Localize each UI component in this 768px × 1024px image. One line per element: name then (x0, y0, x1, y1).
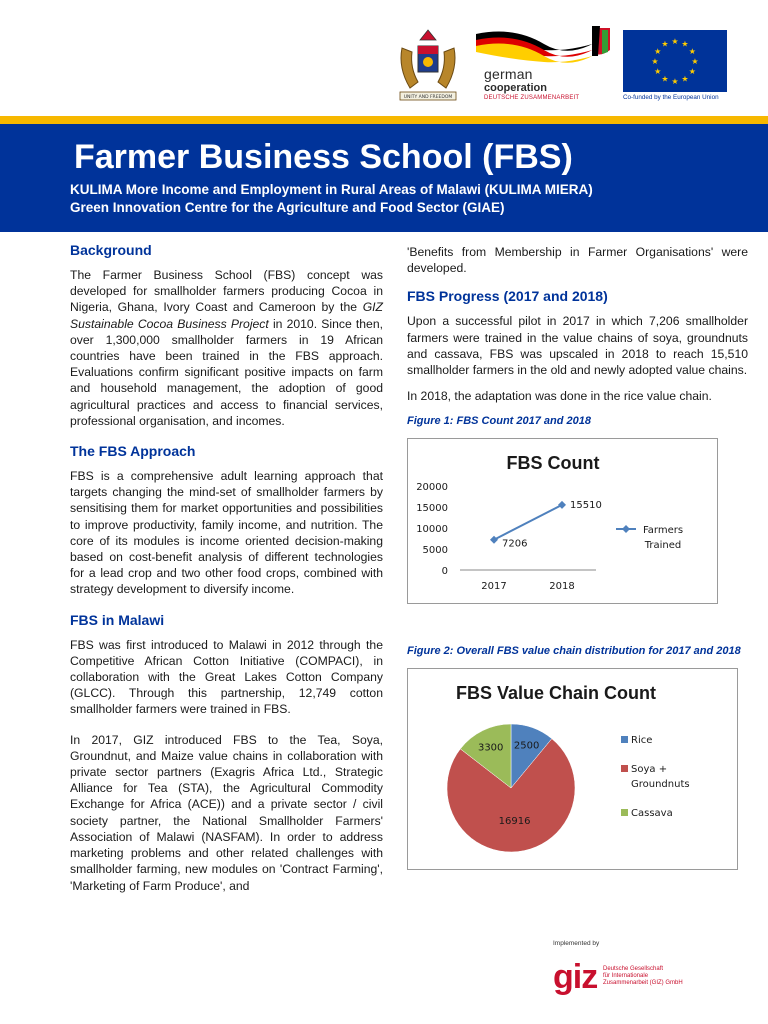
subtitle-giae: Green Innovation Centre for the Agriculture and Food Sector (GIAE) (70, 200, 505, 215)
malawi-paragraph-1: FBS was first introduced to Malawi in 2012 through the Competitive African Cotton Initiative (COMPACI), in collaboration with the Great Lakes Cotton Company (GLCC). Through this partnership, 12,749 cotton smallholder farmers were trained in FBS. (70, 637, 383, 717)
malawi-coat-of-arms (388, 28, 468, 108)
legend-label: Farmers (642, 525, 684, 537)
eu-flag-icon (623, 30, 727, 92)
eu-star-icon: ★ (691, 57, 699, 66)
legend-label: Cassava (631, 808, 673, 820)
coat-motto: UNITY AND FREEDOM (403, 95, 453, 100)
giz-name-line-2: für Internationale (603, 973, 649, 979)
data-point (558, 501, 566, 509)
chart-title: FBS Count (506, 453, 600, 474)
eu-star-icon: ★ (651, 57, 659, 66)
legend-swatch (621, 736, 628, 743)
progress-paragraph-2: In 2018, the adaptation was done in the rice value chain. (407, 389, 712, 404)
legend-label: Groundnuts (631, 779, 690, 791)
data-label: 7206 (502, 539, 528, 551)
background-heading: Background (70, 242, 152, 258)
cooperation-text: cooperation (484, 82, 547, 94)
logo-strip (0, 0, 768, 118)
progress-heading: FBS Progress (2017 and 2018) (407, 288, 608, 305)
pie-chart-svg (408, 669, 739, 871)
malawi-paragraph-2: In 2017, GIZ introduced FBS to the Tea, Soya, Groundnut, and Maize value chains in collaboration with private sector partners (Exagris Africa Ltd., Strategic Alliance for Tea (STA), the Agricultural Commodity Exchange for Africa (ACE)) and a private sector / civil society partner, the National Smallholder Farmers' Association of Malawi (NASFAM). In order to address marketing problems and other related challenges with smallholder farming, new modules on 'Contract Farming', 'Marketing of Farm Produce', and (70, 732, 383, 893)
right-column (407, 244, 748, 870)
eu-star-icon: ★ (688, 47, 696, 56)
figure-1-caption: Figure 1: FBS Count 2017 and 2018 (407, 415, 591, 428)
y-tick-label: 10000 (416, 524, 448, 536)
approach-heading: The FBS Approach (70, 443, 196, 460)
eu-star-icon: ★ (688, 67, 696, 76)
german-text: german (484, 66, 533, 82)
eu-star-icon: ★ (671, 37, 679, 46)
page-title: Farmer Business School (FBS) (74, 138, 573, 176)
y-tick-label: 20000 (416, 482, 448, 494)
subtitle-kulima: KULIMA More Income and Employment in Rural Areas of Malawi (KULIMA MIERA) (70, 182, 593, 197)
background-paragraph: The Farmer Business School (FBS) concept was developed for smallholder farmers producing Cocoa in Nigeria, Ghana, Ivory Coast and Cameroon by the GIZ Sustainable Cocoa Business Project in 2010. Since then, over 1,300,000 smallholder farmers in 19 African countries have been trained in the FBS approach. Evaluations confirm significant positive impacts on farm and household management, the adoption of good agricultural practices and access to financial services, professional organisation, and incomes. (70, 268, 383, 428)
legend-marker (622, 525, 630, 533)
eu-star-icon: ★ (654, 67, 662, 76)
y-tick-label: 5000 (422, 545, 448, 557)
eu-star-icon: ★ (661, 74, 669, 84)
deutsche-zusammenarbeit-text: DEUTSCHE ZUSAMMENARBEIT (484, 95, 580, 101)
legend-swatch (621, 765, 628, 772)
data-point (490, 536, 498, 544)
legend-swatch (621, 809, 628, 816)
slice-value-label: 2500 (513, 741, 540, 753)
continuation-paragraph: 'Benefits from Membership in Farmer Organisations' were developed. (407, 245, 748, 276)
giz-name-line-1: Deutsche Gesellschaft (603, 966, 664, 972)
fbs-count-chart (407, 438, 718, 604)
approach-paragraph: FBS is a comprehensive adult learning approach that targets changing the mind-set of smallholder farmers by sensitising them for market opportunities and possibilities to improve productivity, family income, and nutrition. The core of its modules is income oriented decision-making based on cost-benefit analysis of different technologies for a lead crop and two other food crops, combined with strategy development to diversify income. (70, 469, 383, 597)
y-tick-label: 15000 (416, 503, 448, 515)
eu-logo (623, 30, 727, 104)
german-cooperation-logo (474, 26, 614, 108)
eu-star-icon: ★ (661, 39, 669, 49)
slice-value-label: 16916 (498, 816, 531, 828)
giz-name-line-3: Zusammenarbeit (GIZ) GmbH (603, 980, 683, 986)
series-line (494, 505, 562, 540)
eu-star-icon: ★ (681, 74, 689, 84)
title-banner (0, 124, 768, 232)
y-tick-label: 0 (441, 566, 448, 578)
eu-star-icon: ★ (671, 77, 679, 86)
left-column (70, 242, 383, 904)
giz-logo: giz (553, 958, 598, 996)
value-chain-chart (407, 668, 738, 870)
eu-caption: Co-funded by the European Union (623, 94, 719, 101)
figure-2-caption: Figure 2: Overall FBS value chain distribution for 2017 and 2018 (407, 645, 741, 658)
x-tick-label: 2018 (549, 581, 575, 593)
legend-label: Soya + (631, 764, 668, 776)
x-tick-label: 2017 (481, 581, 507, 593)
implemented-by-label: Implemented by (553, 940, 600, 947)
line-chart-svg (408, 439, 719, 605)
eu-star-icon: ★ (654, 47, 662, 56)
chart-title: FBS Value Chain Count (455, 683, 657, 704)
malawi-heading: FBS in Malawi (70, 611, 165, 628)
eu-star-icon: ★ (681, 39, 689, 49)
legend-label: Trained (644, 540, 682, 552)
progress-paragraph-1: Upon a successful pilot in 2017 in which 7,206 smallholder farmers were trained in the value chains of soya, groundnuts and cassava, FBS was upscaled in 2018 to reach 15,510 smallholder farmers in the old and newly adopted value chains. (407, 314, 748, 378)
legend-label: Rice (631, 735, 653, 747)
data-label: 15510 (570, 500, 602, 512)
banner-yellow-stripe (0, 116, 768, 124)
slice-value-label: 3300 (477, 743, 504, 755)
